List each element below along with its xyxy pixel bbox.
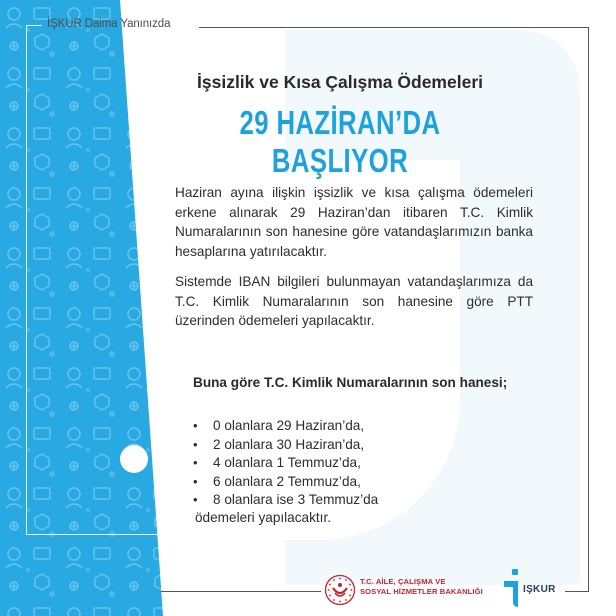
- ministry-emblem-icon: [324, 574, 356, 606]
- frame-line: [26, 534, 161, 535]
- paragraph-ptt-info: Sistemde IBAN bilgileri bulunmayan vatandaşlarımıza da T.C. Kimlik Numaralarının son hanesine göre PTT üzerinden ödemeleri yapılacaktır.: [175, 274, 533, 328]
- ministry-name: T.C. AİLE, ÇALIŞMA VE SOSYAL HİZMETLER BAKANLIĞI: [360, 577, 483, 596]
- bullet-icon: •: [193, 418, 198, 433]
- frame-line: [565, 591, 589, 592]
- schedule-list: [193, 417, 378, 510]
- list-item: • 2 olanlara 30 Haziran’da,: [193, 436, 378, 455]
- tagline: İŞKUR Daima Yanınızda: [47, 18, 171, 30]
- frame-line: [161, 591, 321, 592]
- list-item: • 8 olanlara ise 3 Temmuz’da: [193, 491, 378, 510]
- schedule-closing: ödemeleri yapılacaktır.: [195, 510, 332, 525]
- list-item: • 6 olanlara 2 Temmuz’da,: [193, 473, 378, 492]
- bullet-icon: •: [193, 473, 198, 489]
- iskur-logo-text: IŞKUR: [523, 584, 556, 595]
- frame-line: [26, 25, 42, 26]
- subtitle: İşsizlik ve Kısa Çalışma Ödemeleri: [197, 72, 483, 92]
- schedule-heading: Buna göre T.C. Kimlik Numaralarının son hanesi;: [193, 375, 508, 390]
- bullet-icon: •: [193, 455, 198, 471]
- frame-line: [199, 27, 589, 28]
- paragraph-payment-info: Haziran ayına ilişkin işsizlik ve kısa çalışma ödemeleri erkene alınarak 29 Haziran’dan itibaren T.C. Kimlik Numaralarının son hanesine göre vatandaşlarımızın banka hesaplarına yatırılacaktır.: [175, 185, 533, 259]
- bullet-icon: •: [193, 436, 198, 452]
- list-item: • 0 olanlara 29 Haziran’da,: [193, 417, 378, 436]
- list-item: • 4 olanlara 1 Temmuz’da,: [193, 454, 378, 473]
- bullet-icon: •: [193, 492, 198, 508]
- iskur-logo-icon: [503, 567, 525, 609]
- headline: 29 HAZİRAN’DA BAŞLIYOR: [239, 104, 441, 179]
- frame-line: [588, 27, 589, 592]
- frame-line: [26, 25, 27, 535]
